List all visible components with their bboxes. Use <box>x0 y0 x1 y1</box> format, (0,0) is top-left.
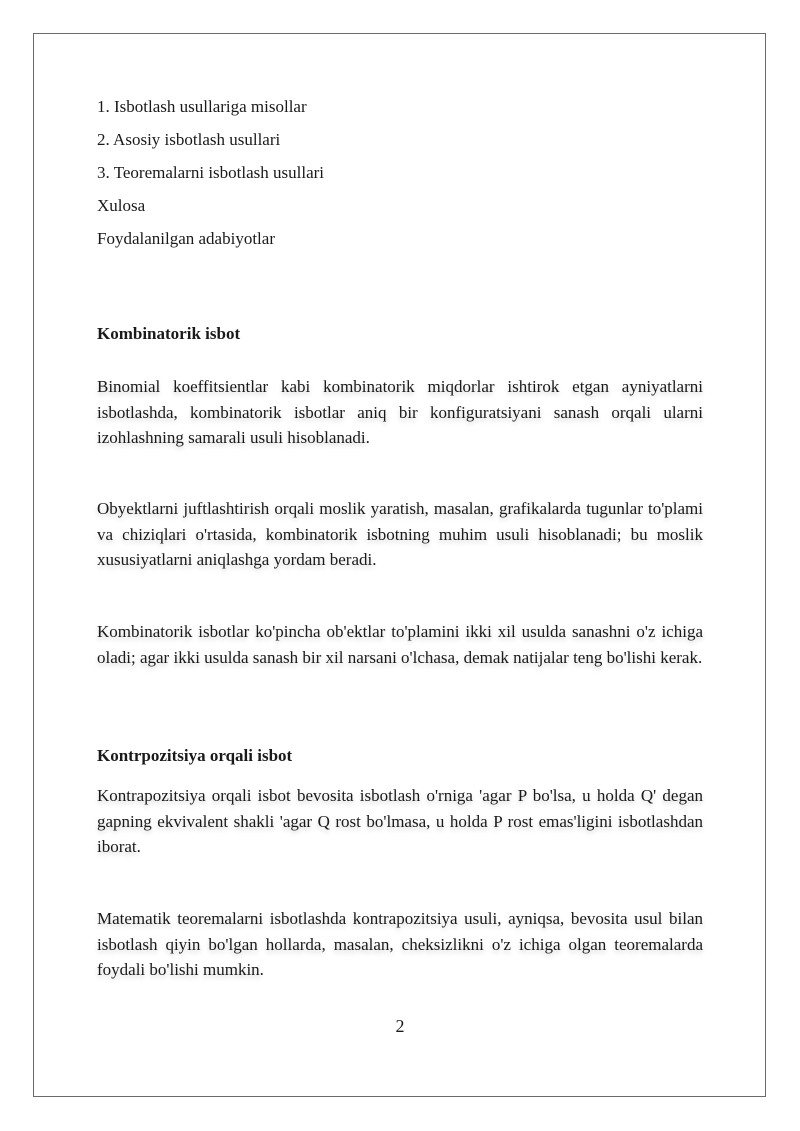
toc-item: Foydalanilgan adabiyotlar <box>97 229 275 248</box>
section-heading-kontrpozitsiya: Kontrpozitsiya orqali isbot <box>97 746 293 765</box>
paragraph: Binomial koeffitsientlar kabi kombinatorik miqdorlar ishtirok etgan ayniyatlarni isbotlashda, kombinatorik isbotlar aniq bir konfiguratsiyani sanash orqali ularni izohlashning samarali usuli hisoblanadi. <box>97 377 703 447</box>
toc-item: 1. Isbotlash usullariga misollar <box>97 97 307 116</box>
toc-item: 2. Asosiy isbotlash usullari <box>97 130 281 149</box>
section-heading-kombinatorik: Kombinatorik isbot <box>97 324 241 343</box>
page-number: 2 <box>395 1016 405 1036</box>
paragraph: Obyektlarni juftlashtirish orqali moslik yaratish, masalan, grafikalarda tugunlar to'plami va chiziqlari o'rtasida, kombinatorik isbotning muhim usuli hisoblanadi; bu moslik xususiyatlarni aniqlashga yordam beradi. <box>97 499 703 569</box>
paragraph: Kontrapozitsiya orqali isbot bevosita isbotlash o'rniga 'agar P bo'lsa, u holda Q' degan gapning ekvivalent shakli 'agar Q rost bo'lmasa, u holda P rost emas'ligini isbotlashdan iborat. <box>97 786 703 856</box>
toc-item: 3. Teoremalarni isbotlash usullari <box>97 163 325 182</box>
toc-item: Xulosa <box>97 196 146 215</box>
table-of-contents <box>97 96 324 261</box>
paragraph: Matematik teoremalarni isbotlashda kontrapozitsiya usuli, ayniqsa, bevosita usul bilan isbotlash qiyin bo'lgan hollarda, masalan, cheksizlikni o'z ichiga olgan teoremalarda foydali bo'lishi mumkin. <box>97 909 703 979</box>
paragraph: Kombinatorik isbotlar ko'pincha ob'ektlar to'plamini ikki xil usulda sanashni o'z ichiga oladi; agar ikki usulda sanash bir xil narsani o'lchasa, demak natijalar teng bo'lishi kerak. <box>97 622 703 667</box>
